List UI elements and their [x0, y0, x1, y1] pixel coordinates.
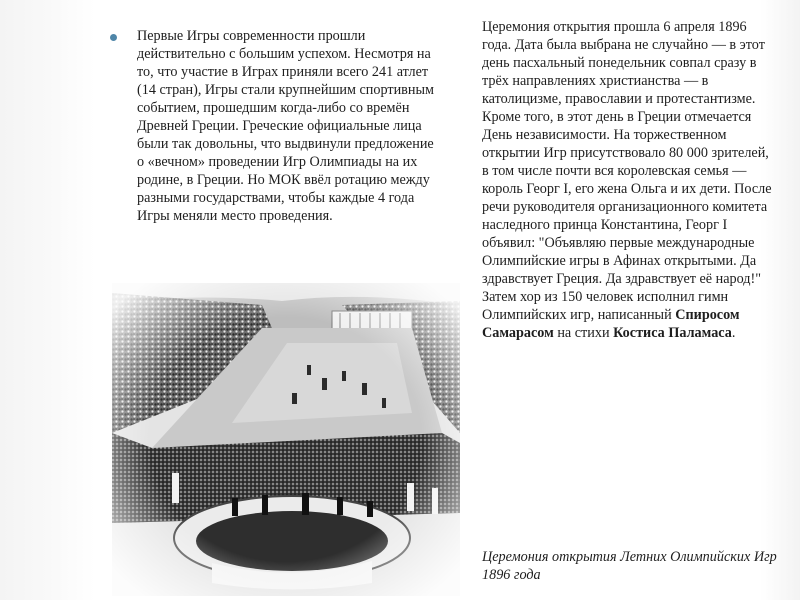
- page-edge-left: [0, 0, 95, 600]
- hymn-text-start: Затем хор из 150 человек исполнил гимн Олимпийских игр, написанный: [482, 289, 729, 323]
- hymn-text-end: .: [731, 325, 736, 341]
- composer-name: Спиросом Самарасом: [482, 307, 740, 341]
- right-column-text: [482, 18, 778, 342]
- bullet-icon: [110, 34, 117, 41]
- stadium-photo: [112, 283, 460, 596]
- hymn-paragraph: [482, 288, 778, 342]
- photo-caption: Церемония открытия Летних Олимпийских Игр 1896 года: [482, 549, 777, 583]
- poet-name: Костиса Паламаса: [613, 325, 732, 341]
- left-column-text: Первые Игры современности прошли действительно с большим успехом. Несмотря на то, что участие в Играх приняли всего 241 атлет (14 стран), Игры стали крупнейшим спортивным событием, прошедшим когда-либо со времён Древней Греции. Греческие официальные лица были так довольны, что выдвинули предложение о «вечном» проведении Игр Олимпиады на их родине, в Греции. Но МОК ввёл ротацию между разными государствами, чтобы каждые 4 года Игры меняли место проведения.: [137, 28, 434, 224]
- ceremony-paragraph: Церемония открытия прошла 6 апреля 1896 года. Дата была выбрана не случайно — в этот день пасхальный понедельник совпал сразу в трёх направлениях христианства — в католицизме, православии и протестантизме. Кроме того, в этот день в Греции отмечается День независимости. На торжественном открытии Игр присутствовало 80 000 зрителей, в том числе почти вся королевская семья — король Георг I, его жена Ольга и их дети. После речи руководителя организационного комитета наследного принца Константина, Георг I объявил: "Объявляю первые международные Олимпийские игры в Афинах открытыми. Да здравствует Греция. Да здравствует её народ!": [482, 19, 772, 287]
- hymn-text-mid: на стихи: [553, 325, 614, 341]
